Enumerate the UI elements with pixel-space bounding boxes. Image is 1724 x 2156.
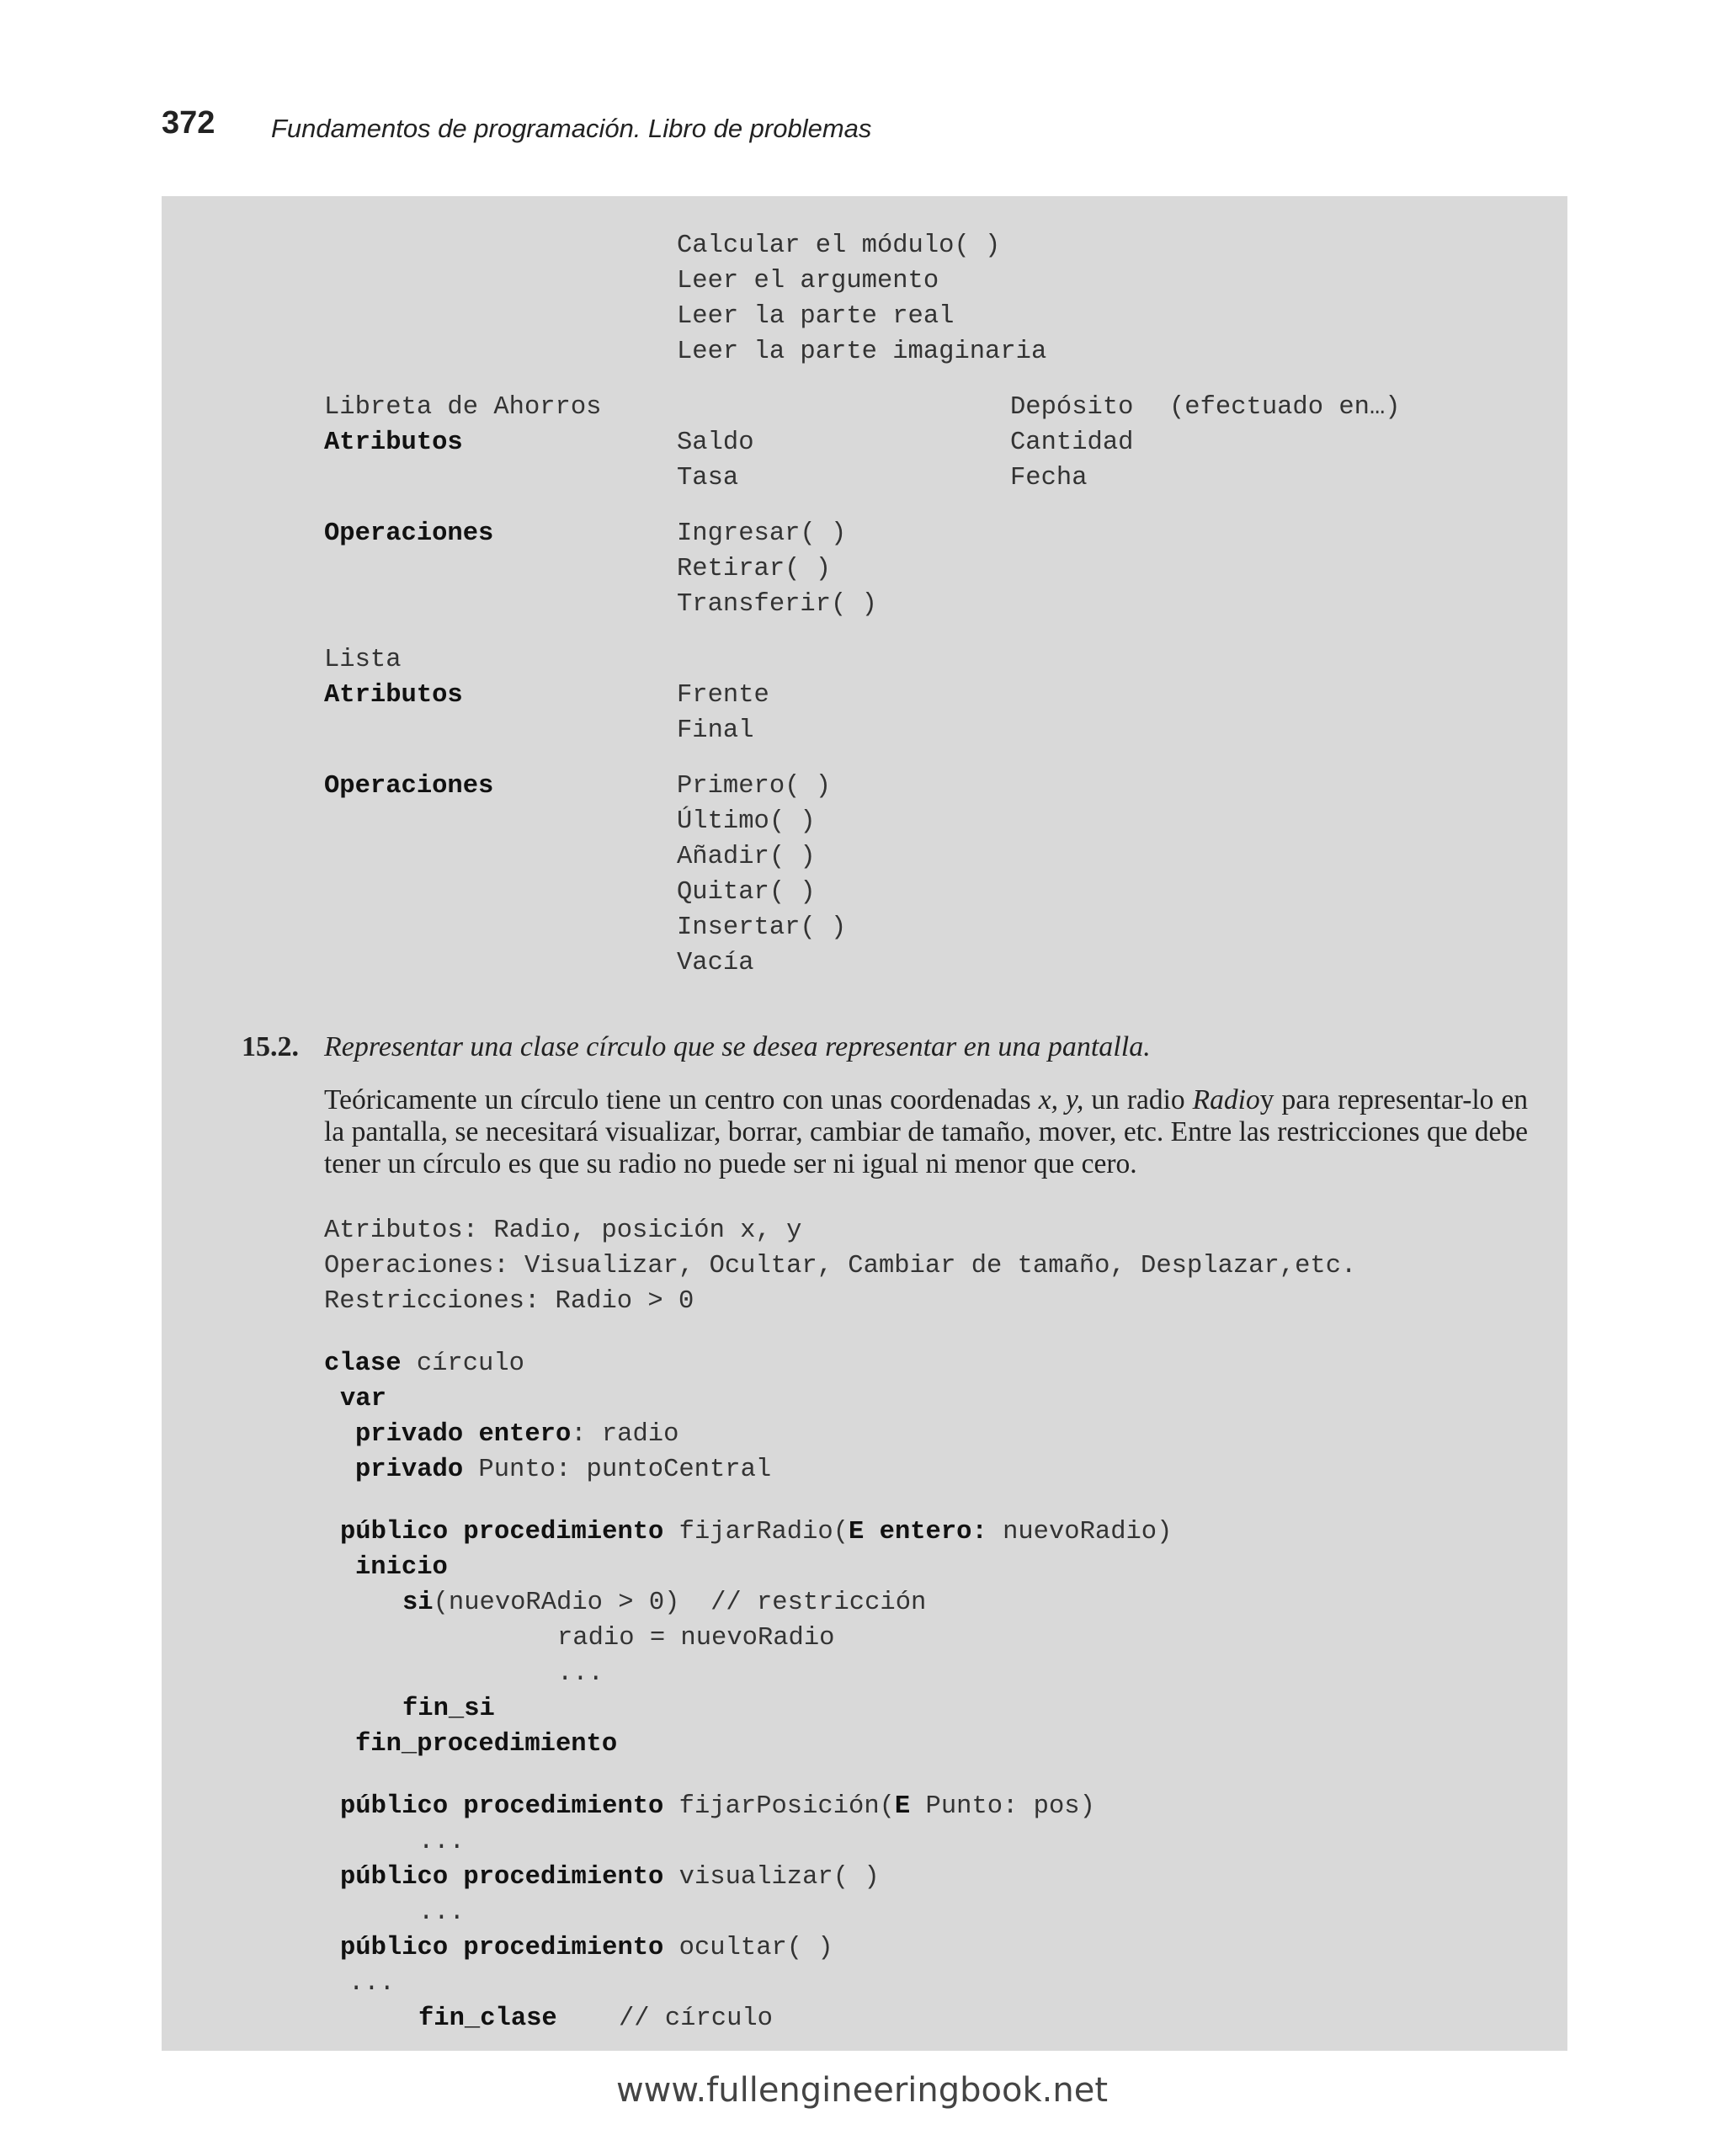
code-line (340, 1520, 1172, 1546)
lista-op: Quitar( ) (677, 878, 816, 907)
code-text: fijarPosición( (663, 1792, 895, 1821)
lista-op: Último( ) (677, 807, 816, 836)
keyword: privado (355, 1456, 464, 1484)
keyword: fin_si (402, 1695, 495, 1723)
code-line (418, 2006, 773, 2032)
libreta-class-name: Libreta de Ahorros (324, 393, 602, 422)
deposito-attr: Fecha (1010, 464, 1088, 492)
keyword: público procedimiento (340, 1863, 664, 1892)
lista-attr: Final (677, 716, 754, 745)
code-text: : radio (571, 1420, 679, 1449)
code-text: // círculo (556, 2004, 773, 2033)
lista-op: Primero( ) (677, 772, 832, 801)
code-text: (nuevoRAdio > 0) // restricción (433, 1589, 927, 1617)
complex-op-line: Leer la parte imaginaria (677, 338, 1047, 366)
code-line (324, 1351, 524, 1377)
code-text: Punto: puntoCentral (463, 1456, 772, 1484)
keyword: fin_procedimiento (355, 1730, 618, 1759)
keyword: clase (324, 1349, 402, 1378)
code-line: radio = nuevoRadio (557, 1624, 835, 1653)
code-line: ... (557, 1659, 604, 1688)
paragraph-italic-xy: x, y, (1038, 1084, 1084, 1115)
keyword: público procedimiento (340, 1934, 664, 1962)
keyword: E (894, 1792, 911, 1821)
keyword: entero: (879, 1518, 987, 1546)
lista-op: Vacía (677, 949, 754, 977)
complex-op-line: Leer la parte real (677, 302, 955, 331)
paragraph-italic-radio: Radio (1192, 1084, 1260, 1115)
code-line (355, 1732, 617, 1758)
footer-url: www.fullengineeringbook.net (615, 2071, 1109, 2110)
deposito-attr: Cantidad (1010, 429, 1134, 457)
page-number: 372 (162, 105, 216, 141)
libreta-operaciones-label: Operaciones (324, 519, 494, 548)
keyword: privado (355, 1420, 464, 1449)
keyword: inicio (355, 1553, 448, 1582)
exercise-number: 15.2. (242, 1031, 299, 1062)
keyword: var (340, 1385, 386, 1413)
code-text: círculo (401, 1349, 524, 1378)
content-panel (162, 196, 1567, 2051)
keyword: fin_clase (418, 2004, 557, 2033)
code-text: nuevoRadio) (987, 1518, 1173, 1546)
lista-atributos-label: Atributos (324, 681, 463, 710)
paragraph-text: y para representar-lo en la pantalla, se necesitará visualizar, borrar, cambiar de tamaño, mover, etc. Entre las restricciones que debe tener un círculo es que su radio no puede ser ni igual ni menor que cero. (324, 1084, 1529, 1179)
code-line (340, 1387, 386, 1413)
code-line (355, 1457, 771, 1483)
libreta-op: Transferir( ) (677, 590, 877, 619)
spec-line: Operaciones: Visualizar, Ocultar, Cambiar de tamaño, Desplazar,etc. (324, 1252, 1357, 1280)
keyword: público procedimiento (340, 1792, 664, 1821)
code-line: ... (418, 1898, 465, 1927)
code-line (355, 1422, 678, 1448)
complex-op-line: Calcular el módulo( ) (677, 232, 1001, 260)
keyword: si (402, 1589, 434, 1617)
code-line (355, 1555, 448, 1581)
code-text: ocultar( ) (663, 1934, 833, 1962)
lista-class-name: Lista (324, 646, 402, 674)
code-line (340, 1794, 1095, 1820)
lista-op: Añadir( ) (677, 843, 816, 871)
code-line: ... (418, 1828, 465, 1856)
keyword: E (849, 1518, 865, 1546)
lista-operaciones-label: Operaciones (324, 772, 494, 801)
code-line (402, 1590, 926, 1616)
libreta-attr: Tasa (677, 464, 739, 492)
libreta-op: Ingresar( ) (677, 519, 847, 548)
deposito-label: Depósito (1010, 393, 1134, 422)
spec-line: Restricciones: Radio > 0 (324, 1287, 694, 1316)
exercise-paragraph (324, 1084, 1528, 1180)
code-line (402, 1696, 495, 1722)
complex-op-line: Leer el argumento (677, 267, 939, 295)
book-title: Fundamentos de programación. Libro de problemas (271, 114, 872, 143)
lista-attr: Frente (677, 681, 769, 710)
paragraph-text: un radio (1083, 1084, 1193, 1115)
exercise-title: Representar una clase círculo que se desea representar en una pantalla. (324, 1031, 1151, 1062)
code-line (340, 1865, 880, 1891)
libreta-op: Retirar( ) (677, 555, 832, 583)
deposito-note: (efectuado en…) (1169, 393, 1401, 422)
libreta-attr: Saldo (677, 429, 754, 457)
spec-line: Atributos: Radio, posición x, y (324, 1216, 802, 1245)
paragraph-text: Teóricamente un círculo tiene un centro con unas coordenadas (324, 1084, 1039, 1115)
libreta-atributos-label: Atributos (324, 429, 463, 457)
code-text: Punto: pos) (910, 1792, 1095, 1821)
code-text: visualizar( ) (663, 1863, 880, 1892)
keyword: entero (478, 1420, 572, 1449)
keyword: público procedimiento (340, 1518, 664, 1546)
code-line (340, 1935, 833, 1962)
lista-op: Insertar( ) (677, 913, 847, 942)
code-text: fijarRadio( (663, 1518, 849, 1546)
code-line: ... (349, 1969, 395, 1998)
